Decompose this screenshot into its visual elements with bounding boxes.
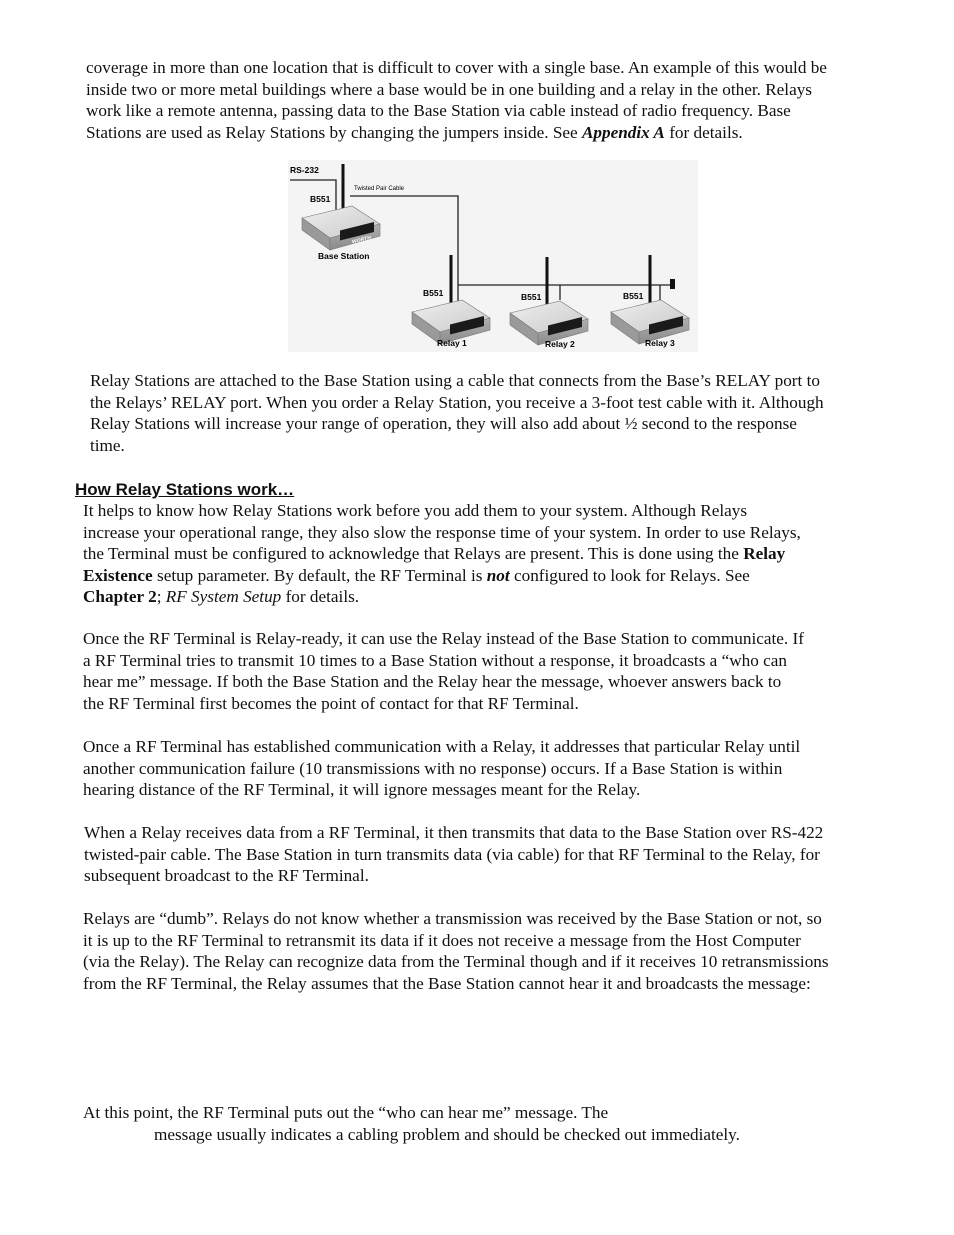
intro-line-1: coverage in more than one location that is difficult to cover with a single base. An example of this would be <box>86 58 827 77</box>
intro-line-3: work like a remote antenna, passing data to the Base Station via cable instead of radio frequency. Base <box>86 101 791 121</box>
intro-paragraph <box>86 57 827 143</box>
relay-network-diagram <box>288 160 698 352</box>
paragraph-2: Once the RF Terminal is Relay-ready, it can use the Relay instead of the Base Station to communicate. If a RF Terminal tries to transmit 10 times to a Base Station without a response, it broadcasts a “who can hear me” message. If both the Base Station and the Relay hear the message, whoever answers back to the RF Terminal first becomes the point of contact for that RF Terminal. <box>83 629 804 713</box>
relay-intro-line-1: Relay Stations are attached to the Base Station using a cable that connects from the Base’s RELAY port to <box>90 371 820 390</box>
paragraph-5: Relays are “dumb”. Relays do not know whether a transmission was received by the Base Station or not, so it is up to the RF Terminal to retransmit its data if it does not receive a message from the Host Computer (via the Relay). The Relay can recognize data from the Terminal though and if it receives 10 retransmissions from the RF Terminal, the Relay assumes that the Base Station cannot hear it and broadcasts the message: <box>83 909 829 993</box>
appendix-reference: Appendix A <box>581 122 665 142</box>
svg-text:WORTH: WORTH <box>352 234 371 246</box>
section-heading: How Relay Stations work… <box>75 480 295 499</box>
base-station-caption: Base Station <box>318 251 370 261</box>
intro-line-4: Stations are used as Relay Stations by changing the jumpers inside. See Appendix A for details. <box>86 122 743 142</box>
base-model-label: B551 <box>310 194 331 204</box>
relay-3-caption: Relay 3 <box>645 338 675 348</box>
relay-intro-line-4: time. <box>90 435 125 455</box>
paragraph-3: Once a RF Terminal has established communication with a Relay, it addresses that particular Relay until another communication failure (10 transmissions with no response) occurs. If a Base Station is within hearing distance of the RF Terminal, it will ignore messages meant for the Relay. <box>83 737 801 800</box>
paragraph-6: At this point, the RF Terminal puts out the “who can hear me” message. The message usually indicates a cabling problem and should be checked out immediately. <box>83 1103 740 1144</box>
relay-2-model-label: B551 <box>521 292 542 302</box>
relay-1-caption: Relay 1 <box>437 338 467 348</box>
relay-3-model-label: B551 <box>623 291 644 301</box>
relay-1-model-label: B551 <box>423 288 444 298</box>
paragraph-4: When a Relay receives data from a RF Terminal, it then transmits that data to the Base Station over RS-422 twisted-pair cable. The Base Station in turn transmits data (via cable) for that RF Terminal to the Relay, for subsequent broadcast to the RF Terminal. <box>84 823 824 886</box>
rs232-label: RS-232 <box>290 165 319 175</box>
intro-line-2: inside two or more metal buildings where a base would be in one building and a relay in the other. Relays <box>86 79 812 99</box>
twisted-pair-label: Twisted Pair Cable <box>354 186 405 192</box>
relay-intro-line-2: the Relays’ RELAY port. When you order a Relay Station, you receive a 3-foot test cable with it. Although <box>90 392 824 412</box>
relay-intro-line-3: Relay Stations will increase your range of operation, they will also add about ½ second to the response <box>90 414 797 434</box>
paragraph-1: It helps to know how Relay Stations work before you add them to your system. Although Relays increase your operational range, they also slow the response time of your system. In order to use Relays, the Terminal must be configured to acknowledge that Relays are present. This is done using the Relay Existence setup parameter. By default, the RF Terminal is not configured to look for Relays. See Chapter 2; RF System Setup for details. <box>83 501 801 607</box>
relay-2-caption: Relay 2 <box>545 339 575 349</box>
relay-intro-paragraph <box>90 370 824 456</box>
